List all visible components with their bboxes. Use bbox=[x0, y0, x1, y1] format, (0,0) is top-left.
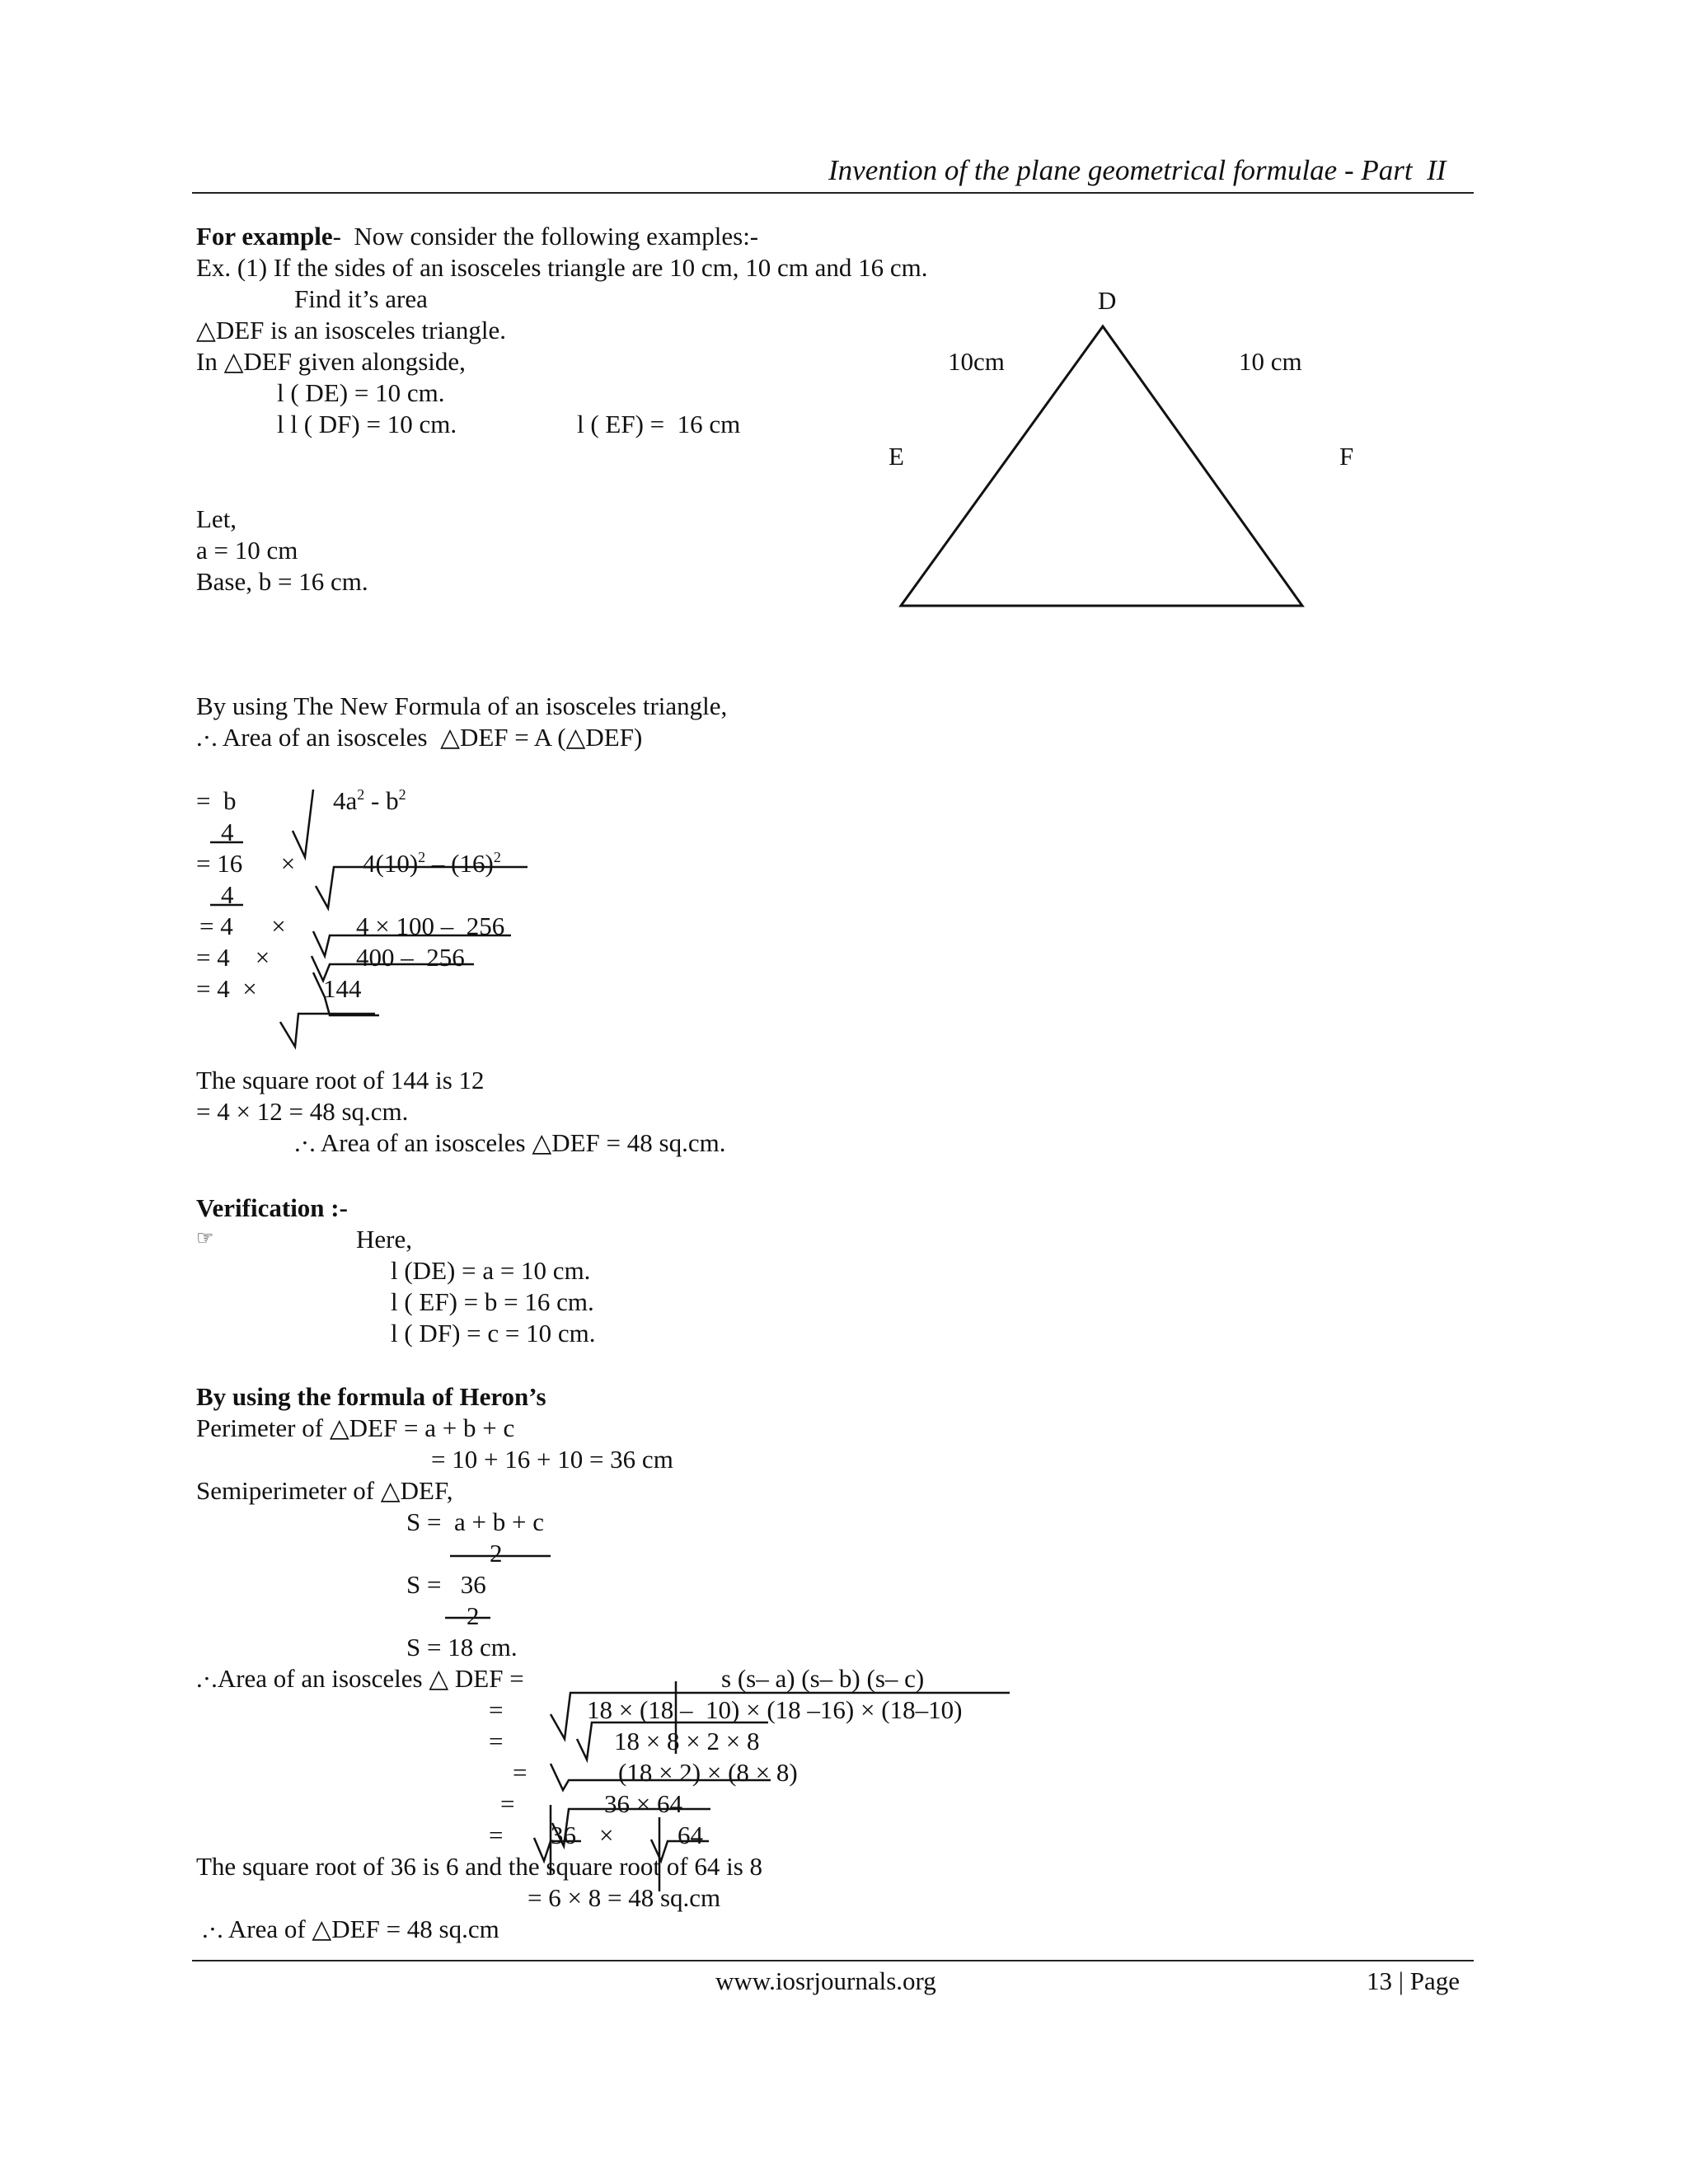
step-1-denominator: 4 bbox=[221, 818, 234, 846]
let-base: Base, b = 16 cm. bbox=[196, 567, 368, 596]
radical-1 bbox=[293, 790, 313, 857]
heron-result-1: = 6 × 8 = 48 sq.cm bbox=[528, 1883, 721, 1912]
step-2-denominator: 4 bbox=[221, 880, 234, 909]
heron-eq-1: = bbox=[489, 1695, 504, 1724]
step-4-coefficient: = 4 × bbox=[196, 943, 270, 972]
example-label: For example bbox=[196, 222, 333, 251]
vertex-e-label: E bbox=[889, 442, 904, 471]
result-line-2: .·. Area of an isosceles △DEF = 48 sq.cm. bbox=[294, 1128, 726, 1157]
heron-step-3: (18 × 2) × (8 × 8) bbox=[618, 1758, 798, 1787]
semiperimeter-result: S = 18 cm. bbox=[406, 1633, 518, 1661]
step-2-radicand: $4(10)^2 - (16)^2$ bbox=[363, 849, 501, 878]
vertex-f-label: F bbox=[1339, 442, 1354, 471]
let-a: a = 10 cm bbox=[196, 536, 298, 565]
step-1-term-a: 4a bbox=[333, 786, 358, 815]
header-rule bbox=[192, 192, 1474, 194]
semiperimeter-formula: S = a + b + c bbox=[406, 1507, 544, 1536]
heron-step-5-times: × bbox=[599, 1821, 614, 1849]
step-3-coefficient: = 4 × bbox=[199, 912, 286, 940]
heron-step-4: 36 × 64 bbox=[604, 1789, 682, 1818]
vertex-d-label: D bbox=[1098, 286, 1117, 315]
side-label-right: 10 cm bbox=[1239, 347, 1302, 376]
sqrt-36-64-statement: The square root of 36 is 6 and the square root of 64 is 8 bbox=[196, 1852, 763, 1881]
heron-eq-3: = bbox=[513, 1758, 528, 1787]
let-label: Let, bbox=[196, 504, 237, 533]
side-ef: l ( EF) = 16 cm bbox=[577, 410, 741, 438]
step-1-term-b: - b bbox=[364, 786, 399, 815]
step-2-term-b: – (16) bbox=[425, 849, 494, 878]
verification-here: Here, bbox=[356, 1225, 412, 1254]
radical-6 bbox=[280, 1014, 375, 1047]
new-formula-line-2: .·. Area of an isosceles △DEF = A (△DEF) bbox=[196, 723, 643, 752]
intro-line-2: In △DEF given alongside, bbox=[196, 347, 466, 376]
heron-step-2: 18 × 8 × 2 × 8 bbox=[614, 1727, 760, 1755]
example-1-statement: Ex. (1) If the sides of an isosceles triangle are 10 cm, 10 cm and 16 cm. bbox=[196, 253, 928, 282]
new-formula-line-1: By using The New Formula of an isosceles triangle, bbox=[196, 691, 728, 720]
heron-step-5-b: 64 bbox=[678, 1821, 703, 1849]
step-5-radicand: 144 bbox=[323, 974, 362, 1003]
heron-result-2: .·. Area of △DEF = 48 sq.cm bbox=[202, 1915, 499, 1943]
verification-ef: l ( EF) = b = 16 cm. bbox=[391, 1287, 594, 1316]
heron-title: By using the formula of Heron’s bbox=[196, 1382, 546, 1411]
side-de: l ( DE) = 10 cm. bbox=[277, 378, 445, 407]
perimeter-line-2: = 10 + 16 + 10 = 36 cm bbox=[431, 1445, 673, 1474]
heron-step-1: 18 × (18 – 10) × (18 –16) × (18–10) bbox=[587, 1695, 963, 1724]
side-df: l l ( DF) = 10 cm. bbox=[277, 410, 457, 438]
find-area: Find it’s area bbox=[294, 284, 428, 313]
step-1-radicand: $4a^2 - b^2$ bbox=[333, 786, 406, 815]
heron-step-5-a: 36 bbox=[551, 1821, 576, 1849]
heron-area-label: .·.Area of an isosceles △ DEF = bbox=[196, 1664, 524, 1693]
step-1-b: = b bbox=[196, 786, 237, 815]
verification-df: l ( DF) = c = 10 cm. bbox=[391, 1319, 596, 1347]
heron-formula: s (s– a) (s– b) (s– c) bbox=[721, 1664, 925, 1693]
semiperimeter-denominator-1: 2 bbox=[490, 1539, 503, 1568]
semiperimeter-denominator-2: 2 bbox=[467, 1601, 480, 1630]
step-2-coefficient: = 16 × bbox=[196, 849, 296, 878]
footer-rule bbox=[192, 1960, 1474, 1961]
verification-de: l (DE) = a = 10 cm. bbox=[391, 1256, 591, 1285]
semiperimeter-value: S = 36 bbox=[406, 1570, 486, 1599]
heron-eq-5: = bbox=[489, 1821, 504, 1849]
pointing-hand-icon: ☞ bbox=[196, 1228, 214, 1249]
side-label-left: 10cm bbox=[948, 347, 1005, 376]
step-3-radicand: 4 × 100 – 256 bbox=[356, 912, 505, 940]
heron-eq-2: = bbox=[489, 1727, 504, 1755]
semiperimeter-title: Semiperimeter of △DEF, bbox=[196, 1476, 453, 1505]
result-line-1: = 4 × 12 = 48 sq.cm. bbox=[196, 1097, 409, 1126]
footer-site: www.iosrjournals.org bbox=[715, 1966, 936, 1995]
step-4-radicand: 400 – 256 bbox=[356, 943, 465, 972]
step-5-coefficient: = 4 × bbox=[196, 974, 257, 1003]
footer-page: 13 | Page bbox=[1367, 1966, 1460, 1995]
perimeter-line-1: Perimeter of △DEF = a + b + c bbox=[196, 1413, 515, 1442]
sqrt-144-statement: The square root of 144 is 12 bbox=[196, 1066, 485, 1094]
running-header: Invention of the plane geometrical formulae - Part II bbox=[828, 154, 1447, 186]
verification-title: Verification :- bbox=[196, 1193, 348, 1222]
intro-line-1: △DEF is an isosceles triangle. bbox=[196, 316, 506, 344]
heron-eq-4: = bbox=[500, 1789, 515, 1818]
step-2-term-a: 4(10) bbox=[363, 849, 419, 878]
example-text: - Now consider the following examples:- bbox=[332, 222, 759, 251]
example-intro bbox=[196, 221, 758, 252]
